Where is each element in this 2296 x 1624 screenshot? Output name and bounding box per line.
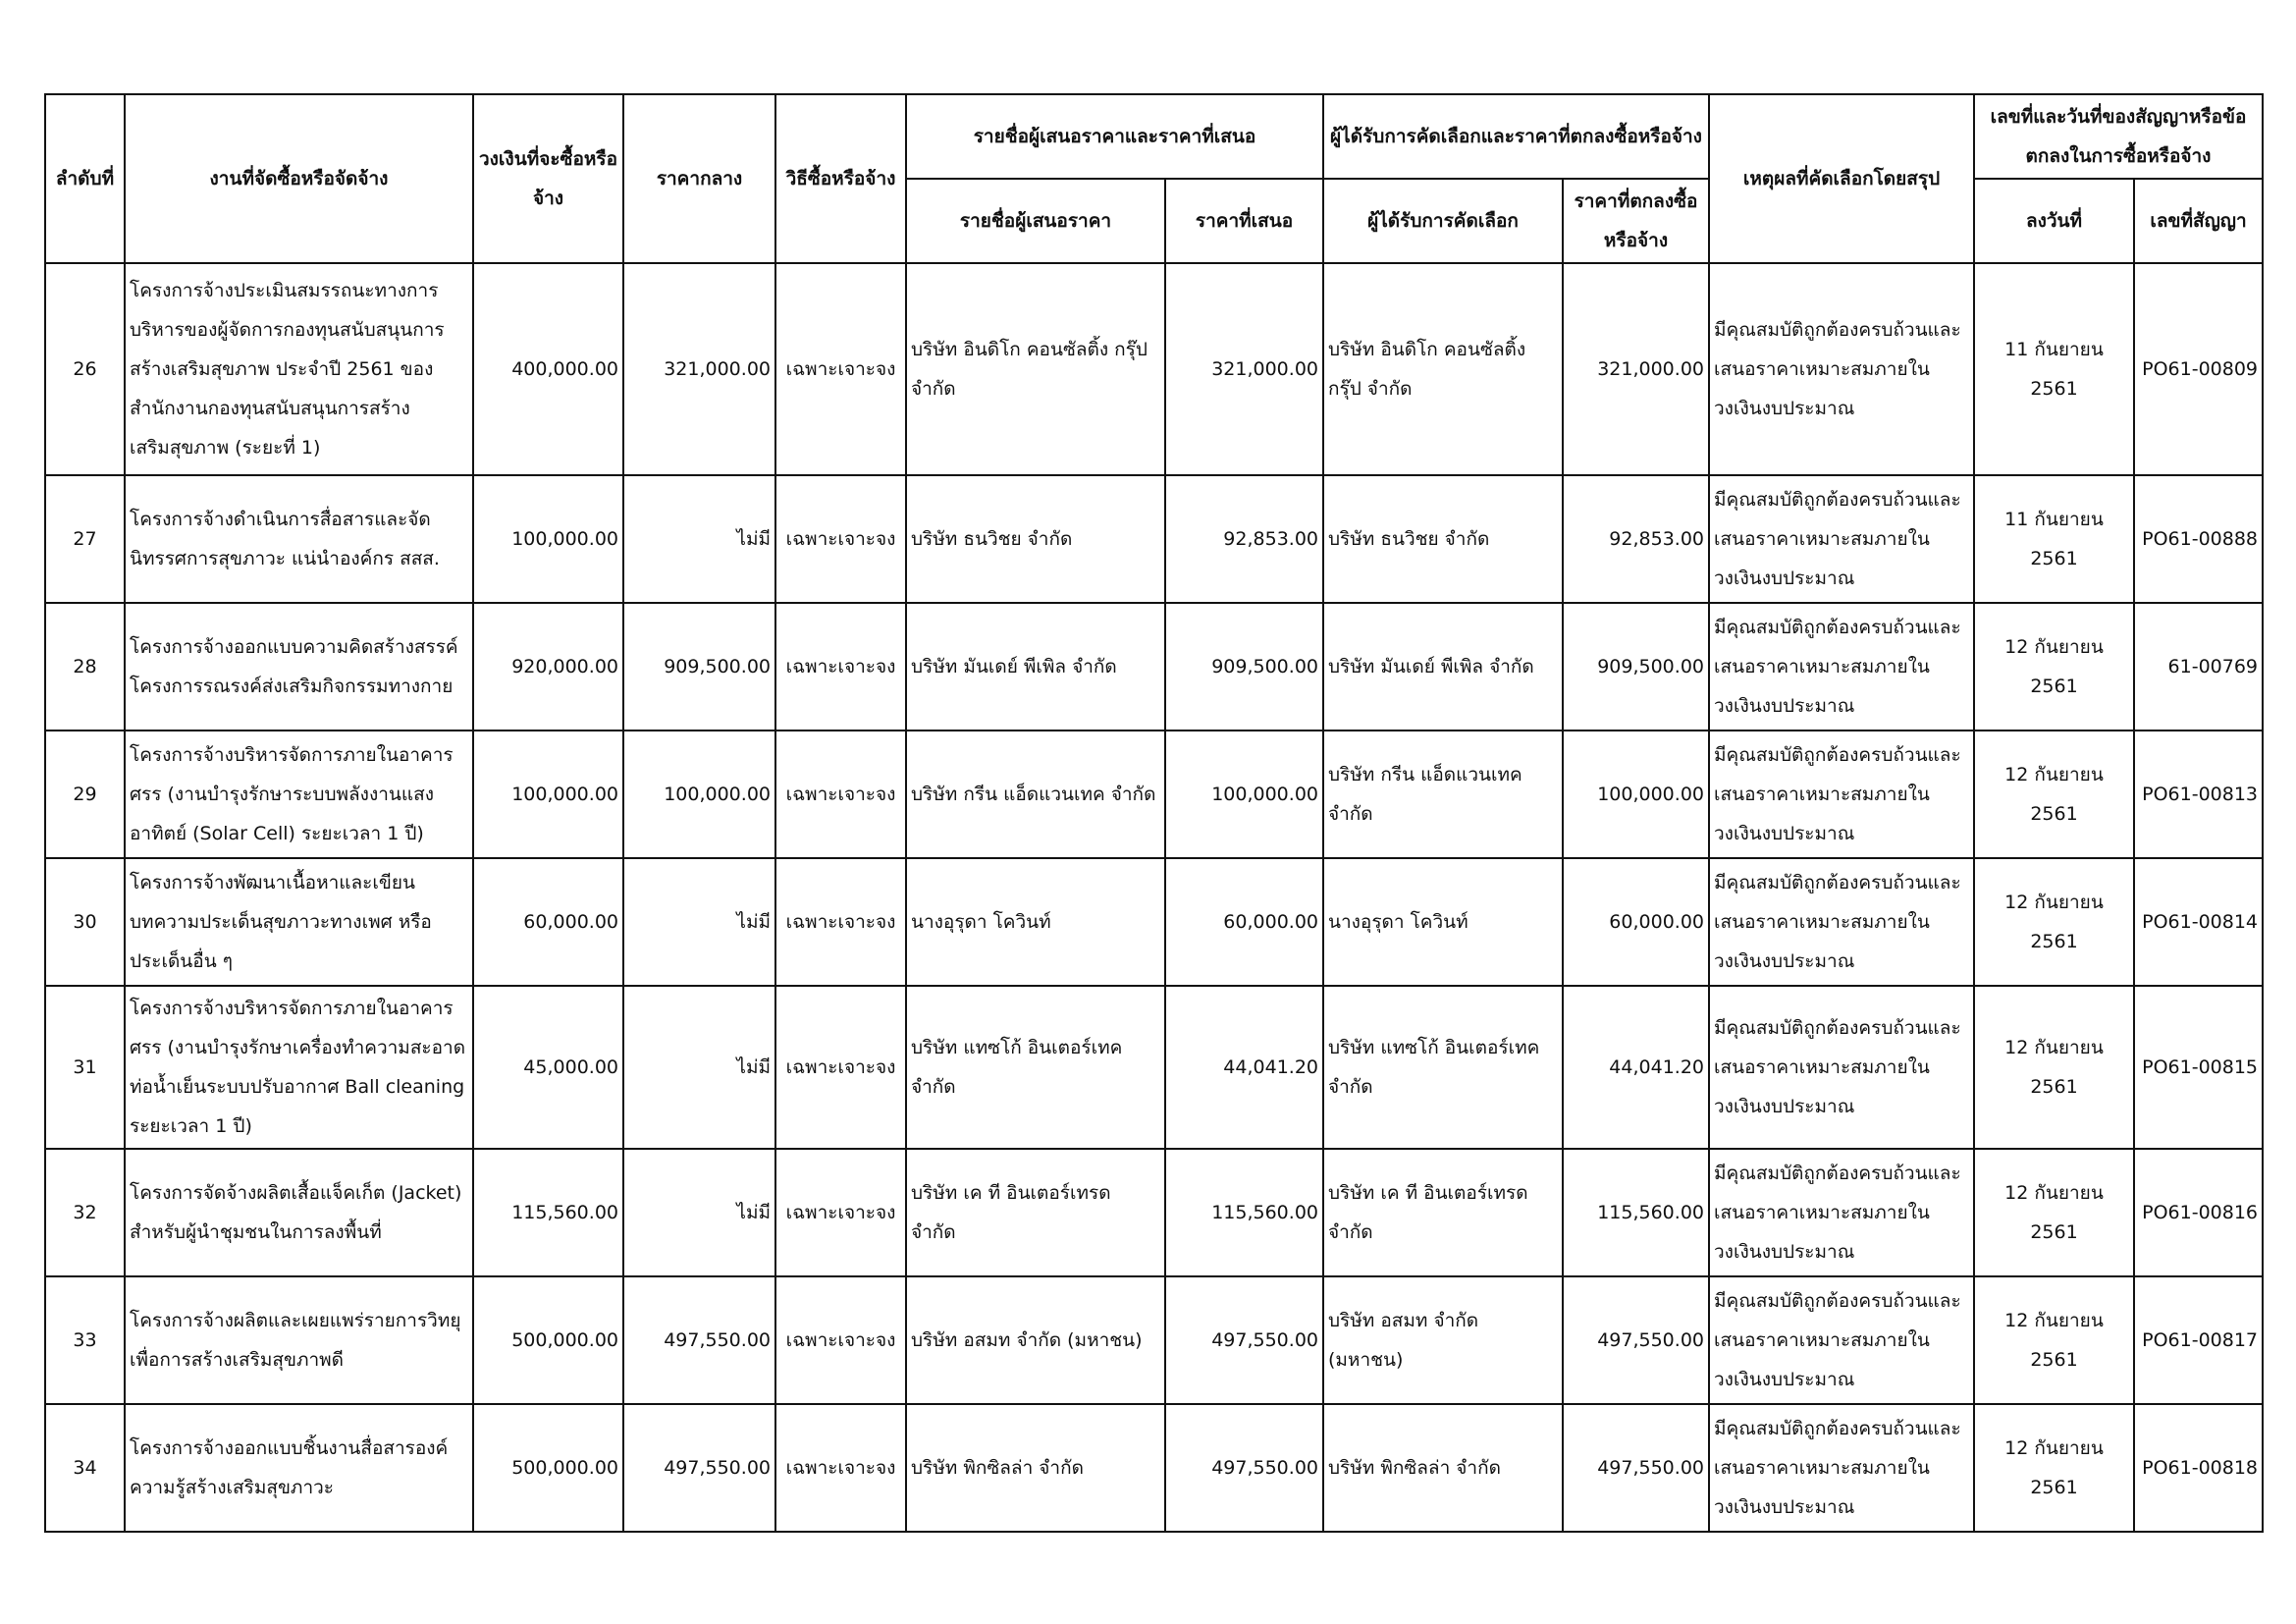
cell-contract-no: PO61-00816 [2134, 1149, 2263, 1276]
header-reason: เหตุผลที่คัดเลือกโดยสรุป [1709, 94, 1974, 263]
cell-no: 29 [45, 731, 125, 858]
table-row [45, 858, 2263, 986]
cell-reason: มีคุณสมบัติถูกต้องครบถ้วนและเสนอราคาเหมาะสมภายในวงเงินงบประมาณ [1709, 475, 1974, 603]
cell-bidder: บริษัท อินดิโก คอนซัลติ้ง กรุ๊ป จำกัด [906, 263, 1165, 475]
cell-project: โครงการจ้างดำเนินการสื่อสารและจัดนิทรรศการสุขภาวะ แน่นำองค์กร สสส. [125, 475, 473, 603]
cell-agreed-price: 100,000.00 [1563, 731, 1709, 858]
cell-selected: บริษัท ธนวิชย จำกัด [1323, 475, 1563, 603]
cell-no: 26 [45, 263, 125, 475]
cell-reason: มีคุณสมบัติถูกต้องครบถ้วนและเสนอราคาเหมาะสมภายในวงเงินงบประมาณ [1709, 986, 1974, 1149]
cell-selected: บริษัท แทซโก้ อินเตอร์เทค จำกัด [1323, 986, 1563, 1149]
cell-contract-date: 12 กันยายน 2561 [1974, 1404, 2134, 1532]
cell-bid-price: 100,000.00 [1165, 731, 1323, 858]
header-bid-price: ราคาที่เสนอ [1165, 179, 1323, 263]
cell-reference-price: ไม่มี [623, 475, 775, 603]
cell-bidder: บริษัท แทซโก้ อินเตอร์เทค จำกัด [906, 986, 1165, 1149]
cell-agreed-price: 497,550.00 [1563, 1276, 1709, 1404]
table-row [45, 263, 2263, 475]
cell-contract-no: PO61-00814 [2134, 858, 2263, 986]
header-contract-no: เลขที่สัญญา [2134, 179, 2263, 263]
cell-selected: บริษัท มันเดย์ พีเพิล จำกัด [1323, 603, 1563, 731]
cell-bidder: บริษัท อสมท จำกัด (มหาชน) [906, 1276, 1165, 1404]
cell-reference-price: 321,000.00 [623, 263, 775, 475]
cell-reference-price: 909,500.00 [623, 603, 775, 731]
header-agreed-price: ราคาที่ตกลงซื้อหรือจ้าง [1563, 179, 1709, 263]
cell-method: เฉพาะเจาะจง [775, 986, 906, 1149]
cell-reason: มีคุณสมบัติถูกต้องครบถ้วนและเสนอราคาเหมาะสมภายในวงเงินงบประมาณ [1709, 263, 1974, 475]
cell-method: เฉพาะเจาะจง [775, 1276, 906, 1404]
cell-contract-no: PO61-00817 [2134, 1276, 2263, 1404]
header-method: วิธีซื้อหรือจ้าง [775, 94, 906, 263]
cell-contract-no: PO61-00815 [2134, 986, 2263, 1149]
cell-reason: มีคุณสมบัติถูกต้องครบถ้วนและเสนอราคาเหมาะสมภายในวงเงินงบประมาณ [1709, 858, 1974, 986]
cell-contract-date: 12 กันยายน 2561 [1974, 858, 2134, 986]
cell-budget: 500,000.00 [473, 1404, 623, 1532]
cell-contract-no: 61-00769 [2134, 603, 2263, 731]
cell-no: 27 [45, 475, 125, 603]
cell-no: 33 [45, 1276, 125, 1404]
cell-method: เฉพาะเจาะจง [775, 1404, 906, 1532]
cell-agreed-price: 909,500.00 [1563, 603, 1709, 731]
cell-budget: 45,000.00 [473, 986, 623, 1149]
cell-agreed-price: 44,041.20 [1563, 986, 1709, 1149]
cell-selected: บริษัท เค ที อินเตอร์เทรด จำกัด [1323, 1149, 1563, 1276]
cell-no: 34 [45, 1404, 125, 1532]
cell-contract-no: PO61-00809 [2134, 263, 2263, 475]
table-row [45, 986, 2263, 1149]
header-budget: วงเงินที่จะซื้อหรือจ้าง [473, 94, 623, 263]
header-bidder-name: รายชื่อผู้เสนอราคา [906, 179, 1165, 263]
cell-bidder: บริษัท ธนวิชย จำกัด [906, 475, 1165, 603]
cell-agreed-price: 92,853.00 [1563, 475, 1709, 603]
header-project: งานที่จัดซื้อหรือจัดจ้าง [125, 94, 473, 263]
table-row [45, 1404, 2263, 1532]
table-header [45, 94, 2263, 263]
cell-budget: 100,000.00 [473, 475, 623, 603]
table-row [45, 475, 2263, 603]
cell-contract-date: 12 กันยายน 2561 [1974, 731, 2134, 858]
cell-method: เฉพาะเจาะจง [775, 603, 906, 731]
header-no: ลำดับที่ [45, 94, 125, 263]
cell-project: โครงการจ้างประเมินสมรรถนะทางการบริหารของผู้จัดการกองทุนสนับสนุนการสร้างเสริมสุขภาพ ประจำปี 2561 ของสำนักงานกองทุนสนับสนุนการสร้างเสริมสุขภาพ (ระยะที่ 1) [125, 263, 473, 475]
cell-method: เฉพาะเจาะจง [775, 475, 906, 603]
header-bidders-group: รายชื่อผู้เสนอราคาและราคาที่เสนอ [906, 94, 1323, 179]
cell-bid-price: 44,041.20 [1165, 986, 1323, 1149]
cell-bid-price: 321,000.00 [1165, 263, 1323, 475]
cell-no: 32 [45, 1149, 125, 1276]
cell-bid-price: 497,550.00 [1165, 1276, 1323, 1404]
cell-bid-price: 115,560.00 [1165, 1149, 1323, 1276]
cell-bid-price: 497,550.00 [1165, 1404, 1323, 1532]
cell-bidder: บริษัท เค ที อินเตอร์เทรด จำกัด [906, 1149, 1165, 1276]
cell-reference-price: ไม่มี [623, 1149, 775, 1276]
cell-project: โครงการจัดจ้างผลิตเสื้อแจ็คเก็ต (Jacket) สำหรับผู้นำชุมชนในการลงพื้นที่ [125, 1149, 473, 1276]
cell-contract-date: 12 กันยายน 2561 [1974, 1149, 2134, 1276]
header-contract-group: เลขที่และวันที่ของสัญญาหรือข้อตกลงในการซื้อหรือจ้าง [1974, 94, 2263, 179]
cell-no: 28 [45, 603, 125, 731]
cell-reason: มีคุณสมบัติถูกต้องครบถ้วนและเสนอราคาเหมาะสมภายในวงเงินงบประมาณ [1709, 1276, 1974, 1404]
cell-no: 30 [45, 858, 125, 986]
cell-no: 31 [45, 986, 125, 1149]
cell-method: เฉพาะเจาะจง [775, 858, 906, 986]
cell-method: เฉพาะเจาะจง [775, 263, 906, 475]
cell-project: โครงการจ้างออกแบบชิ้นงานสื่อสารองค์ความรู้สร้างเสริมสุขภาวะ [125, 1404, 473, 1532]
cell-agreed-price: 60,000.00 [1563, 858, 1709, 986]
cell-reference-price: ไม่มี [623, 986, 775, 1149]
table-body [45, 263, 2263, 1532]
cell-reference-price: 100,000.00 [623, 731, 775, 858]
cell-selected: นางอุรุดา โควินท์ [1323, 858, 1563, 986]
table-row [45, 1149, 2263, 1276]
procurement-table [44, 93, 2264, 1533]
cell-reason: มีคุณสมบัติถูกต้องครบถ้วนและเสนอราคาเหมาะสมภายในวงเงินงบประมาณ [1709, 603, 1974, 731]
cell-project: โครงการจ้างพัฒนาเนื้อหาและเขียนบทความประเด็นสุขภาวะทางเพศ หรือประเด็นอื่น ๆ [125, 858, 473, 986]
cell-selected: บริษัท กรีน แอ็ดแวนเทค จำกัด [1323, 731, 1563, 858]
cell-reason: มีคุณสมบัติถูกต้องครบถ้วนและเสนอราคาเหมาะสมภายในวงเงินงบประมาณ [1709, 1149, 1974, 1276]
cell-budget: 400,000.00 [473, 263, 623, 475]
cell-contract-date: 12 กันยายน 2561 [1974, 1276, 2134, 1404]
header-selected-name: ผู้ได้รับการคัดเลือก [1323, 179, 1563, 263]
cell-method: เฉพาะเจาะจง [775, 731, 906, 858]
cell-budget: 500,000.00 [473, 1276, 623, 1404]
cell-contract-date: 11 กันยายน 2561 [1974, 263, 2134, 475]
cell-contract-no: PO61-00813 [2134, 731, 2263, 858]
cell-agreed-price: 497,550.00 [1563, 1404, 1709, 1532]
cell-selected: บริษัท อินดิโก คอนซัลติ้ง กรุ๊ป จำกัด [1323, 263, 1563, 475]
cell-method: เฉพาะเจาะจง [775, 1149, 906, 1276]
cell-bid-price: 92,853.00 [1165, 475, 1323, 603]
cell-reason: มีคุณสมบัติถูกต้องครบถ้วนและเสนอราคาเหมาะสมภายในวงเงินงบประมาณ [1709, 1404, 1974, 1532]
cell-agreed-price: 321,000.00 [1563, 263, 1709, 475]
cell-bidder: บริษัท พิกซิลล่า จำกัด [906, 1404, 1165, 1532]
cell-bid-price: 909,500.00 [1165, 603, 1323, 731]
cell-contract-no: PO61-00818 [2134, 1404, 2263, 1532]
cell-bidder: นางอุรุดา โควินท์ [906, 858, 1165, 986]
header-contract-date: ลงวันที่ [1974, 179, 2134, 263]
cell-contract-no: PO61-00888 [2134, 475, 2263, 603]
cell-reason: มีคุณสมบัติถูกต้องครบถ้วนและเสนอราคาเหมาะสมภายในวงเงินงบประมาณ [1709, 731, 1974, 858]
cell-reference-price: ไม่มี [623, 858, 775, 986]
cell-reference-price: 497,550.00 [623, 1276, 775, 1404]
cell-contract-date: 11 กันยายน 2561 [1974, 475, 2134, 603]
cell-project: โครงการจ้างบริหารจัดการภายในอาคาร ศรร (งานบำรุงรักษาระบบพลังงานแสงอาทิตย์ (Solar Cell) ระยะเวลา 1 ปี) [125, 731, 473, 858]
header-reference-price: ราคากลาง [623, 94, 775, 263]
cell-bidder: บริษัท กรีน แอ็ดแวนเทค จำกัด [906, 731, 1165, 858]
cell-project: โครงการจ้างผลิตและเผยแพร่รายการวิทยุเพื่อการสร้างเสริมสุขภาพดี [125, 1276, 473, 1404]
cell-selected: บริษัท พิกซิลล่า จำกัด [1323, 1404, 1563, 1532]
cell-project: โครงการจ้างออกแบบความคิดสร้างสรรค์โครงการรณรงค์ส่งเสริมกิจกรรมทางกาย [125, 603, 473, 731]
cell-bid-price: 60,000.00 [1165, 858, 1323, 986]
cell-project: โครงการจ้างบริหารจัดการภายในอาคาร ศรร (งานบำรุงรักษาเครื่องทำความสะอาดท่อน้ำเย็นระบบปรับอากาศ Ball cleaning ระยะเวลา 1 ปี) [125, 986, 473, 1149]
cell-budget: 100,000.00 [473, 731, 623, 858]
cell-bidder: บริษัท มันเดย์ พีเพิล จำกัด [906, 603, 1165, 731]
table-row [45, 603, 2263, 731]
cell-budget: 60,000.00 [473, 858, 623, 986]
header-selected-group: ผู้ได้รับการคัดเลือกและราคาที่ตกลงซื้อหรือจ้าง [1323, 94, 1709, 179]
cell-agreed-price: 115,560.00 [1563, 1149, 1709, 1276]
cell-budget: 115,560.00 [473, 1149, 623, 1276]
table-row [45, 731, 2263, 858]
cell-contract-date: 12 กันยายน 2561 [1974, 986, 2134, 1149]
cell-contract-date: 12 กันยายน 2561 [1974, 603, 2134, 731]
cell-selected: บริษัท อสมท จำกัด (มหาชน) [1323, 1276, 1563, 1404]
cell-budget: 920,000.00 [473, 603, 623, 731]
procurement-table-sheet [44, 93, 2264, 1533]
cell-reference-price: 497,550.00 [623, 1404, 775, 1532]
table-row [45, 1276, 2263, 1404]
